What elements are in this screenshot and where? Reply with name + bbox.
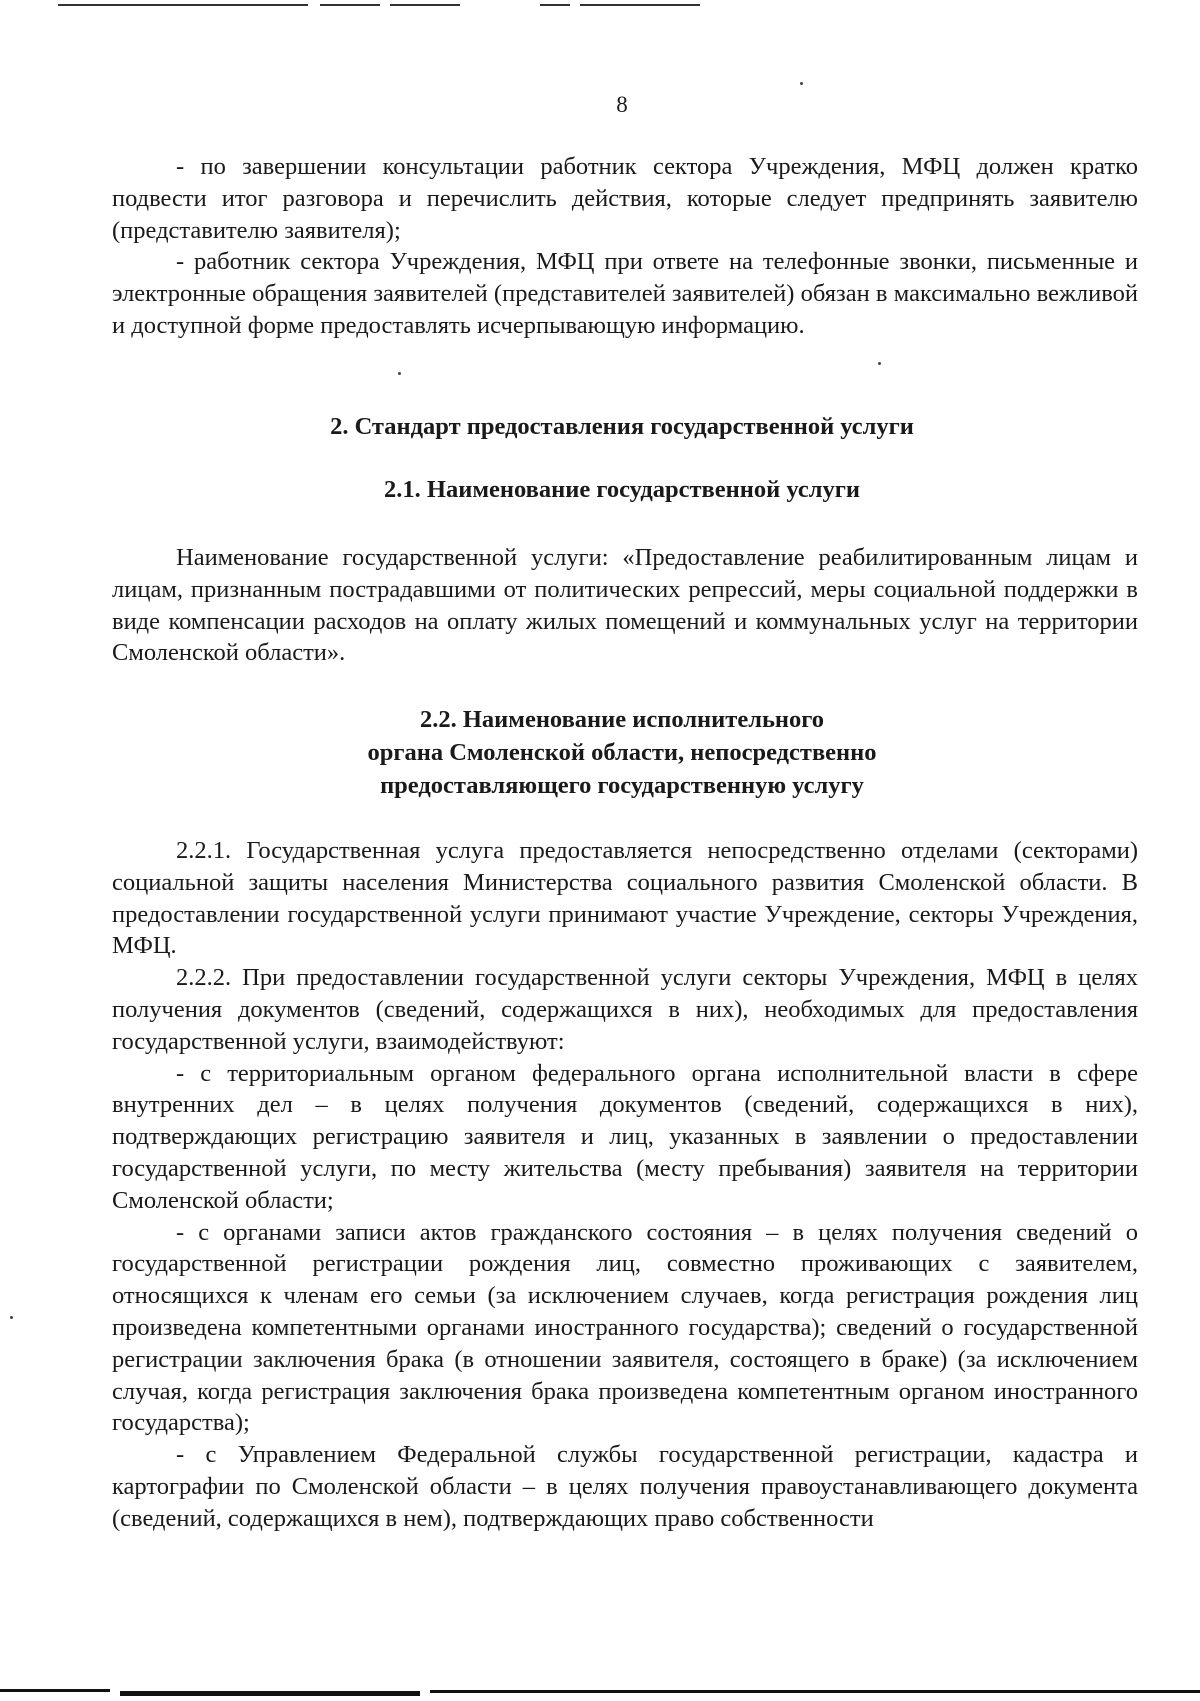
paragraph: Наименование государственной услуги: «Предоставление реабилитированным лицам и лицам, признанным пострадавшими от политических репрессий, меры социальной поддержки в виде компенсации расходов на оплату жилых помещений и коммунальных услуг на территории Смоленской области». bbox=[112, 544, 1138, 667]
paragraph: - с Управлением Федеральной службы государственной регистрации, кадастра и картографии по Смоленской области – в целях получения правоустанавливающего документа (сведений, содержащихся в нем), подтверждающих право собственности bbox=[112, 1441, 1138, 1532]
paragraph: 2.2.2. При предоставлении государственной услуги секторы Учреждения, МФЦ в целях получения документов (сведений, содержащихся в них), необходимых для предоставления государственной услуги, взаимодействуют: bbox=[112, 964, 1138, 1055]
scan-speck bbox=[800, 82, 803, 85]
paragraph: - с органами записи актов гражданского состояния – в целях получения сведений о государственной регистрации рождения лиц, совместно проживающих с заявителем, относящихся к членам его семьи (за исключением случаев, когда регистрация рождения лиц произведена компетентными органами иностранного государства); сведений о государственной регистрации заключения брака (в отношении заявителя, состоящего в браке) (за исключением случая, когда регистрация заключения брака произведена компетентным органом иностранного государства); bbox=[112, 1218, 1138, 1437]
heading-line: 2.1. Наименование государственной услуги bbox=[384, 476, 860, 503]
heading-line: 2.2. Наименование исполнительного bbox=[419, 706, 825, 733]
page-number: 8 bbox=[616, 92, 628, 117]
intro-text bbox=[112, 151, 1138, 342]
section-2-1-text bbox=[112, 542, 1138, 669]
paragraph: - по завершении консультации работник сектора Учреждения, МФЦ должен кратко подвести итог разговора и перечислить действия, которые следует предпринять заявителю (представителю заявителя); bbox=[112, 153, 1138, 244]
section-2-2-text bbox=[112, 835, 1138, 1535]
paragraph: 2.2.1. Государственная услуга предоставляется непосредственно отделами (секторами) социальной защиты населения Министерства социального развития Смоленской области. В предоставлении государственной услуги принимают участие Учреждение, секторы Учреждения, МФЦ. bbox=[112, 837, 1138, 960]
heading-line: органа Смоленской области, непосредственно bbox=[367, 739, 877, 766]
heading-line: предоставляющего государственную услугу bbox=[380, 772, 864, 799]
section-2-2-heading bbox=[0, 703, 1200, 802]
scan-speck bbox=[398, 372, 401, 375]
heading-line: 2. Стандарт предоставления государственной услуги bbox=[330, 413, 914, 440]
paragraph: - работник сектора Учреждения, МФЦ при ответе на телефонные звонки, письменные и электронные обращения заявителей (представителей заявителей) обязан в максимально вежливой и доступной форме предоставлять исчерпывающую информацию. bbox=[112, 248, 1138, 339]
scan-edge-bottom bbox=[0, 1683, 1200, 1701]
scan-edge-top bbox=[0, 0, 1200, 12]
section-2-1-heading bbox=[0, 473, 1200, 506]
paragraph: - с территориальным органом федерального органа исполнительной власти в сфере внутренних дел – в целях получения документов (сведений, содержащихся в них), подтверждающих регистрацию заявителя и лиц, указанных в заявлении о предоставлении государственной услуги, по месту жительства (месту пребывания) заявителя на территории Смоленской области; bbox=[112, 1059, 1138, 1214]
scan-speck bbox=[10, 1316, 13, 1319]
section-2-heading bbox=[0, 410, 1200, 443]
scan-speck bbox=[878, 362, 881, 365]
